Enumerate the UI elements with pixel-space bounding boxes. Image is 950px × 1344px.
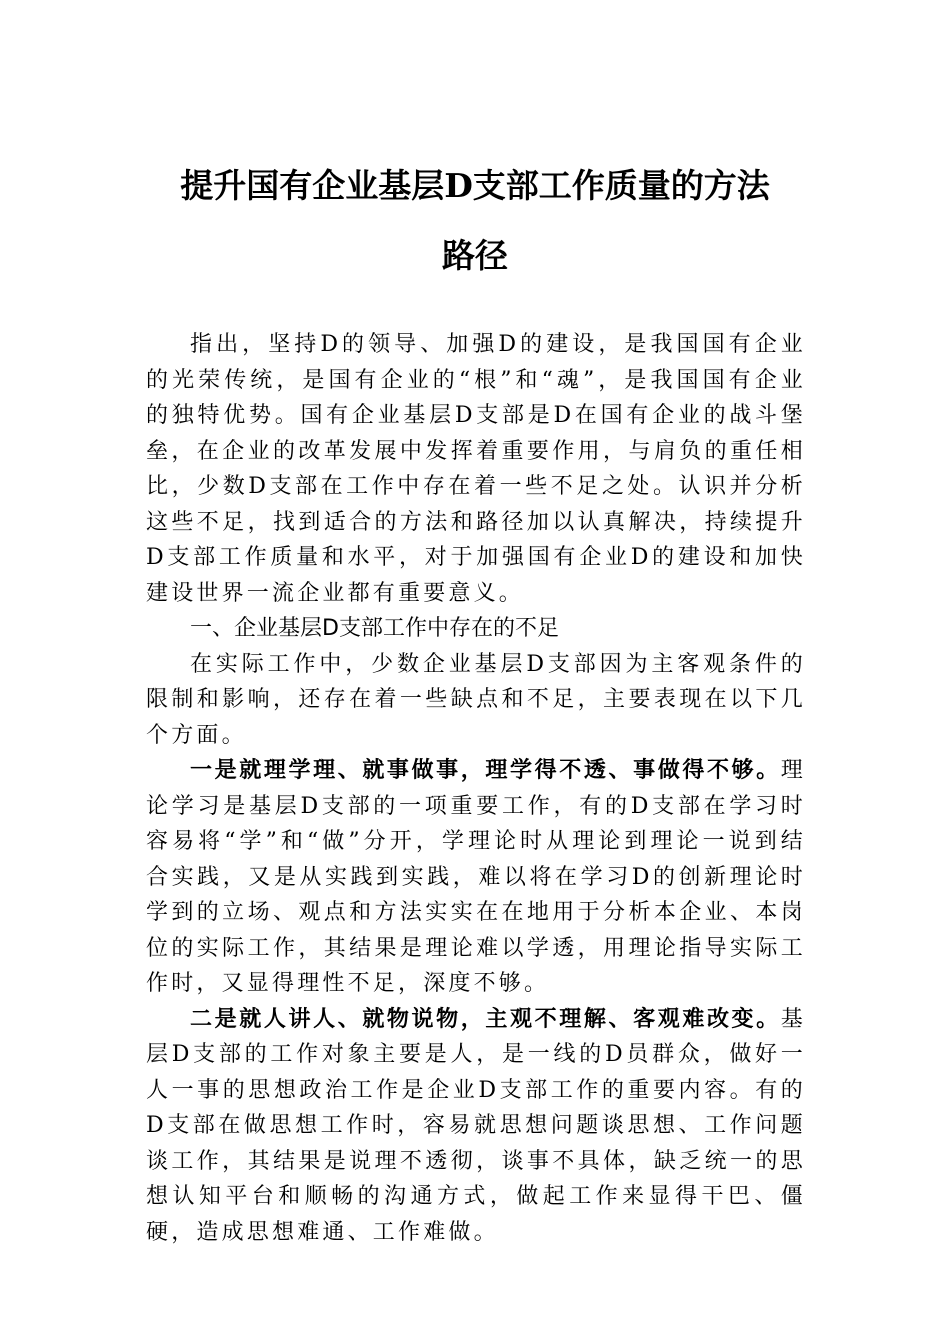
document-title-line-1: 提升国有企业基层D支部工作质量的方法 [180,166,770,205]
paragraph-intro: 指出，坚持D的领导、加强D的建设，是我国国有企业的光荣传统，是国有企业的“根”和“魂”，是我国国有企业的独特优势。国有企业基层D支部是D在国有企业的战斗堡垒，在企业的改革发展中发挥着重要作用，与肩负的重任相比，少数D支部在工作中存在着一些不足之处。认识并分析这些不足，找到适合的方法和路径加以认真解决，持续提升D支部工作质量和水平，对于加强国有企业D的建设和加快建设世界一流企业都有重要意义。 [146,332,806,606]
paragraph-point-2 [146,1002,806,1251]
point-2-body: 基层D支部的工作对象主要是人，是一线的D员群众，做好一人一事的思想政治工作是企业D支部工作的重要内容。有的D支部在做思想工作时，容易就思想问题谈思想、工作问题谈工作，其结果是说理不透彻，谈事不具体，缺乏统一的思想认知平台和顺畅的沟通方式，做起工作来显得干巴、僵硬，造成思想难通、工作难做。 [146,1006,806,1245]
paragraph-point-1 [146,753,806,1002]
section-heading-1: 一、企业基层D支部工作中存在的不足 [190,616,559,641]
document-title-line-2: 路径 [442,236,508,275]
point-1-body: 理论学习是基层D支部的一项重要工作，有的D支部在学习时容易将“学”和“做”分开，学理论时从理论到理论一说到结合实践，又是从实践到实践，难以将在学习D的创新理论时学到的立场、观点和方法实实在在地用于分析本企业、本岗位的实际工作，其结果是理论难以学透，用理论指导实际工作时，又显得理性不足，深度不够。 [146,758,806,996]
document-body [146,327,806,1250]
point-1-lead: 一是就理学理、就事做事，理学得不透、事做得不够。 [190,757,781,783]
paragraph-section-1: 在实际工作中，少数企业基层D支部因为主客观条件的限制和影响，还存在着一些缺点和不足，主要表现在以下几个方面。 [146,651,806,748]
point-2-lead: 二是就人讲人、就物说物，主观不理解、客观难改变。 [190,1005,781,1032]
